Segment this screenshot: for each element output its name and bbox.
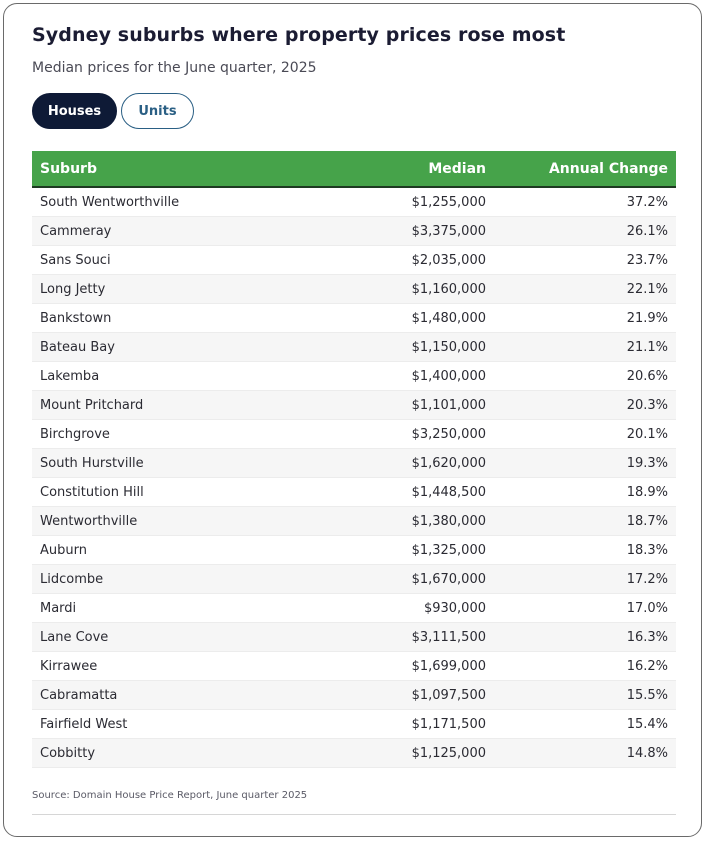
cell-suburb: Kirrawee <box>40 658 98 674</box>
cell-annual-change: 16.3% <box>626 629 668 645</box>
cell-suburb: Lakemba <box>40 368 100 384</box>
table-row <box>32 391 676 420</box>
table-row <box>32 681 676 710</box>
cell-suburb: Wentworthville <box>40 513 138 529</box>
cell-annual-change: 21.9% <box>626 310 668 326</box>
table-row <box>32 333 676 362</box>
cell-median: $1,150,000 <box>411 339 486 355</box>
cell-median: $1,101,000 <box>411 397 486 413</box>
table-row <box>32 188 676 217</box>
cell-median: $1,325,000 <box>411 542 486 558</box>
cell-annual-change: 37.2% <box>626 194 668 210</box>
cell-median: $1,400,000 <box>411 368 486 384</box>
cell-median: $1,670,000 <box>411 571 486 587</box>
cell-suburb: South Wentworthville <box>40 194 180 210</box>
cell-annual-change: 17.0% <box>626 600 668 616</box>
cell-median: $1,171,500 <box>411 716 486 732</box>
table-row <box>32 478 676 507</box>
cell-median: $1,380,000 <box>411 513 486 529</box>
column-header-suburb[interactable]: Suburb <box>40 160 97 177</box>
cell-suburb: South Hurstville <box>40 455 144 471</box>
cell-median: $1,160,000 <box>411 281 486 297</box>
cell-median: $1,480,000 <box>411 310 486 326</box>
cell-suburb: Mardi <box>40 600 77 616</box>
table-row <box>32 217 676 246</box>
cell-median: $3,111,500 <box>411 629 486 645</box>
cell-median: $1,620,000 <box>411 455 486 471</box>
price-table <box>32 151 676 768</box>
cell-suburb: Constitution Hill <box>40 484 144 500</box>
cell-suburb: Lane Cove <box>40 629 109 645</box>
column-header-annual-change[interactable]: Annual Change <box>548 160 668 177</box>
table-row <box>32 536 676 565</box>
cell-annual-change: 16.2% <box>626 658 668 674</box>
cell-annual-change: 26.1% <box>626 223 668 239</box>
table-row <box>32 362 676 391</box>
cell-suburb: Bateau Bay <box>40 339 115 355</box>
cell-annual-change: 18.7% <box>626 513 668 529</box>
cell-annual-change: 14.8% <box>626 745 668 761</box>
table-row <box>32 623 676 652</box>
cell-median: $1,255,000 <box>411 194 486 210</box>
cell-suburb: Auburn <box>40 542 87 558</box>
cell-suburb: Cammeray <box>40 223 112 239</box>
cell-suburb: Birchgrove <box>40 426 110 442</box>
table-row <box>32 420 676 449</box>
cell-median: $930,000 <box>423 600 486 616</box>
cell-suburb: Long Jetty <box>40 281 106 297</box>
table-row <box>32 652 676 681</box>
column-header-median[interactable]: Median <box>428 160 486 177</box>
page-title: Sydney suburbs where property prices rose most <box>32 24 566 46</box>
cell-annual-change: 15.4% <box>626 716 668 732</box>
cell-suburb: Cabramatta <box>40 687 118 703</box>
cell-annual-change: 21.1% <box>626 339 668 355</box>
table-row <box>32 710 676 739</box>
cell-median: $3,250,000 <box>411 426 486 442</box>
cell-median: $1,125,000 <box>411 745 486 761</box>
cell-suburb: Sans Souci <box>40 252 111 268</box>
table-body <box>32 188 676 768</box>
cell-suburb: Cobbitty <box>40 745 96 761</box>
cell-annual-change: 19.3% <box>626 455 668 471</box>
table-header <box>32 151 676 188</box>
table-row <box>32 739 676 768</box>
table-row <box>32 565 676 594</box>
cell-annual-change: 22.1% <box>626 281 668 297</box>
cell-annual-change: 20.3% <box>626 397 668 413</box>
table-row <box>32 507 676 536</box>
cell-annual-change: 15.5% <box>626 687 668 703</box>
source-note: Source: Domain House Price Report, June quarter 2025 <box>32 790 308 801</box>
chart-card <box>3 3 702 837</box>
cell-median: $2,035,000 <box>411 252 486 268</box>
cell-annual-change: 17.2% <box>626 571 668 587</box>
cell-suburb: Bankstown <box>40 310 112 326</box>
table-row <box>32 246 676 275</box>
cell-annual-change: 20.1% <box>626 426 668 442</box>
cell-median: $1,097,500 <box>411 687 486 703</box>
cell-median: $1,448,500 <box>411 484 486 500</box>
table-row <box>32 449 676 478</box>
cell-suburb: Mount Pritchard <box>40 397 144 413</box>
page-subtitle: Median prices for the June quarter, 2025 <box>32 60 317 76</box>
cell-annual-change: 18.9% <box>626 484 668 500</box>
cell-median: $3,375,000 <box>411 223 486 239</box>
footer-divider <box>32 814 676 815</box>
cell-annual-change: 20.6% <box>626 368 668 384</box>
tab-houses[interactable]: Houses <box>32 93 117 129</box>
cell-suburb: Fairfield West <box>40 716 128 732</box>
table-row <box>32 304 676 333</box>
table-row <box>32 594 676 623</box>
table-row <box>32 275 676 304</box>
cell-suburb: Lidcombe <box>40 571 104 587</box>
cell-annual-change: 18.3% <box>626 542 668 558</box>
tab-units[interactable]: Units <box>121 93 194 129</box>
cell-annual-change: 23.7% <box>626 252 668 268</box>
cell-median: $1,699,000 <box>411 658 486 674</box>
